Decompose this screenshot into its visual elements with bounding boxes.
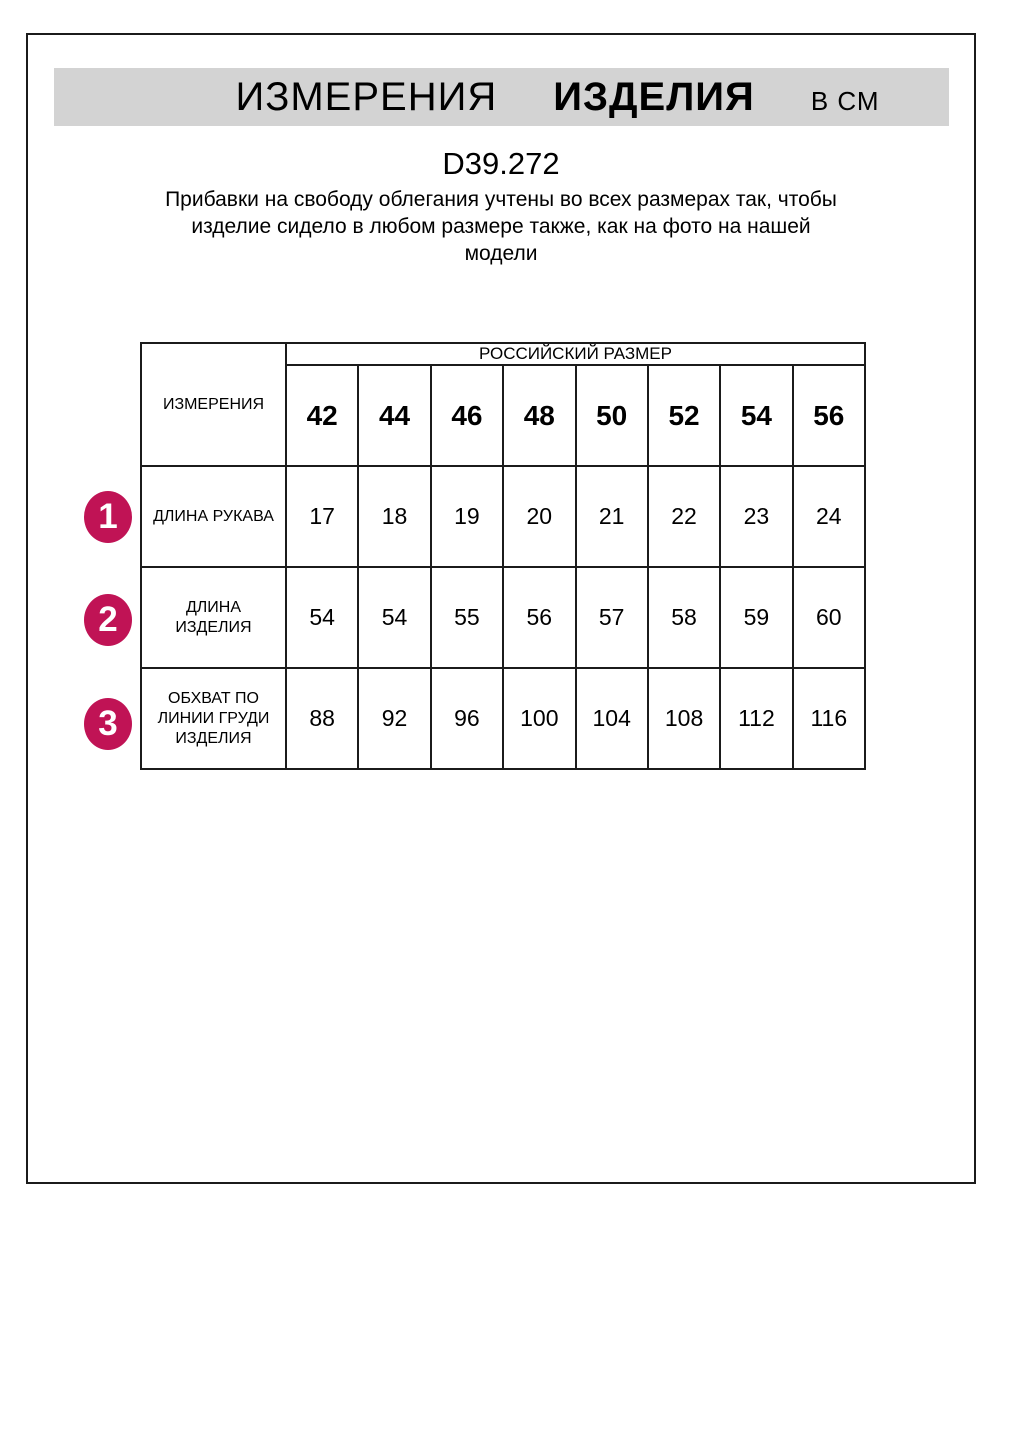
value-cell: 57: [576, 567, 648, 668]
row-label-sleeve-length: [141, 466, 286, 567]
row-number-badge-2: 2: [84, 594, 132, 646]
value-cell: 20: [503, 466, 575, 567]
table-row-sleeve-length: [141, 466, 865, 567]
value-cell: 104: [576, 668, 648, 769]
page-title-unit: В СМ: [810, 86, 880, 116]
row-label-line: ОБХВАТ ПО: [168, 689, 259, 707]
value-cell: 17: [286, 466, 358, 567]
size-header-cell: 42: [286, 365, 358, 466]
value-cell: 96: [431, 668, 503, 769]
value-cell: 92: [358, 668, 430, 769]
page-title-word-product: ИЗДЕЛИЯ: [553, 75, 755, 119]
fit-note-line-1: Прибавки на свободу облегания учтены во всех размерах так, чтобы: [165, 188, 837, 211]
table-row-chest-girth: [141, 668, 865, 769]
size-header-cell: 50: [576, 365, 648, 466]
row-label-line: ИЗДЕЛИЯ: [175, 618, 252, 636]
row-label-garment-length: [141, 567, 286, 668]
table-row-garment-length: [141, 567, 865, 668]
row-number-badge-3: 3: [84, 698, 132, 750]
group-header-row: [141, 343, 865, 365]
value-cell: 23: [720, 466, 792, 567]
title-bar: [54, 68, 949, 126]
value-cell: 88: [286, 668, 358, 769]
row-label-line: ДЛИНА РУКАВА: [153, 507, 274, 525]
value-cell: 60: [793, 567, 865, 668]
row-label-line: ЛИНИИ ГРУДИ: [157, 709, 270, 727]
size-table: [140, 342, 866, 770]
value-cell: 18: [358, 466, 430, 567]
row-number-badge-1: 1: [84, 491, 132, 543]
size-header-cell: 44: [358, 365, 430, 466]
fit-note: [26, 186, 976, 267]
value-cell: 59: [720, 567, 792, 668]
value-cell: 19: [431, 466, 503, 567]
value-cell: 116: [793, 668, 865, 769]
value-cell: 56: [503, 567, 575, 668]
value-cell: 55: [431, 567, 503, 668]
fit-note-line-3: модели: [464, 242, 538, 265]
row-label-line: ИЗДЕЛИЯ: [175, 729, 252, 747]
size-header-cell: 48: [503, 365, 575, 466]
row-label-line: ДЛИНА: [185, 598, 242, 616]
value-cell: 100: [503, 668, 575, 769]
measurements-corner-cell: ИЗМЕРЕНИЯ: [141, 343, 286, 466]
value-cell: 108: [648, 668, 720, 769]
size-header-cell: 46: [431, 365, 503, 466]
value-cell: 54: [286, 567, 358, 668]
value-cell: 54: [358, 567, 430, 668]
value-cell: 21: [576, 466, 648, 567]
size-header-cell: 52: [648, 365, 720, 466]
value-cell: 24: [793, 466, 865, 567]
value-cell: 22: [648, 466, 720, 567]
value-cell: 58: [648, 567, 720, 668]
fit-note-line-2: изделие сидело в любом размере также, как на фото на нашей: [191, 215, 811, 238]
size-header-cell: 54: [720, 365, 792, 466]
value-cell: 112: [720, 668, 792, 769]
page-title-word-measurements: ИЗМЕРЕНИЯ: [235, 75, 498, 119]
size-header-cell: 56: [793, 365, 865, 466]
style-code: D39.272: [442, 146, 560, 181]
row-label-chest-girth: [141, 668, 286, 769]
russian-size-header-cell: РОССИЙСКИЙ РАЗМЕР: [286, 343, 865, 365]
